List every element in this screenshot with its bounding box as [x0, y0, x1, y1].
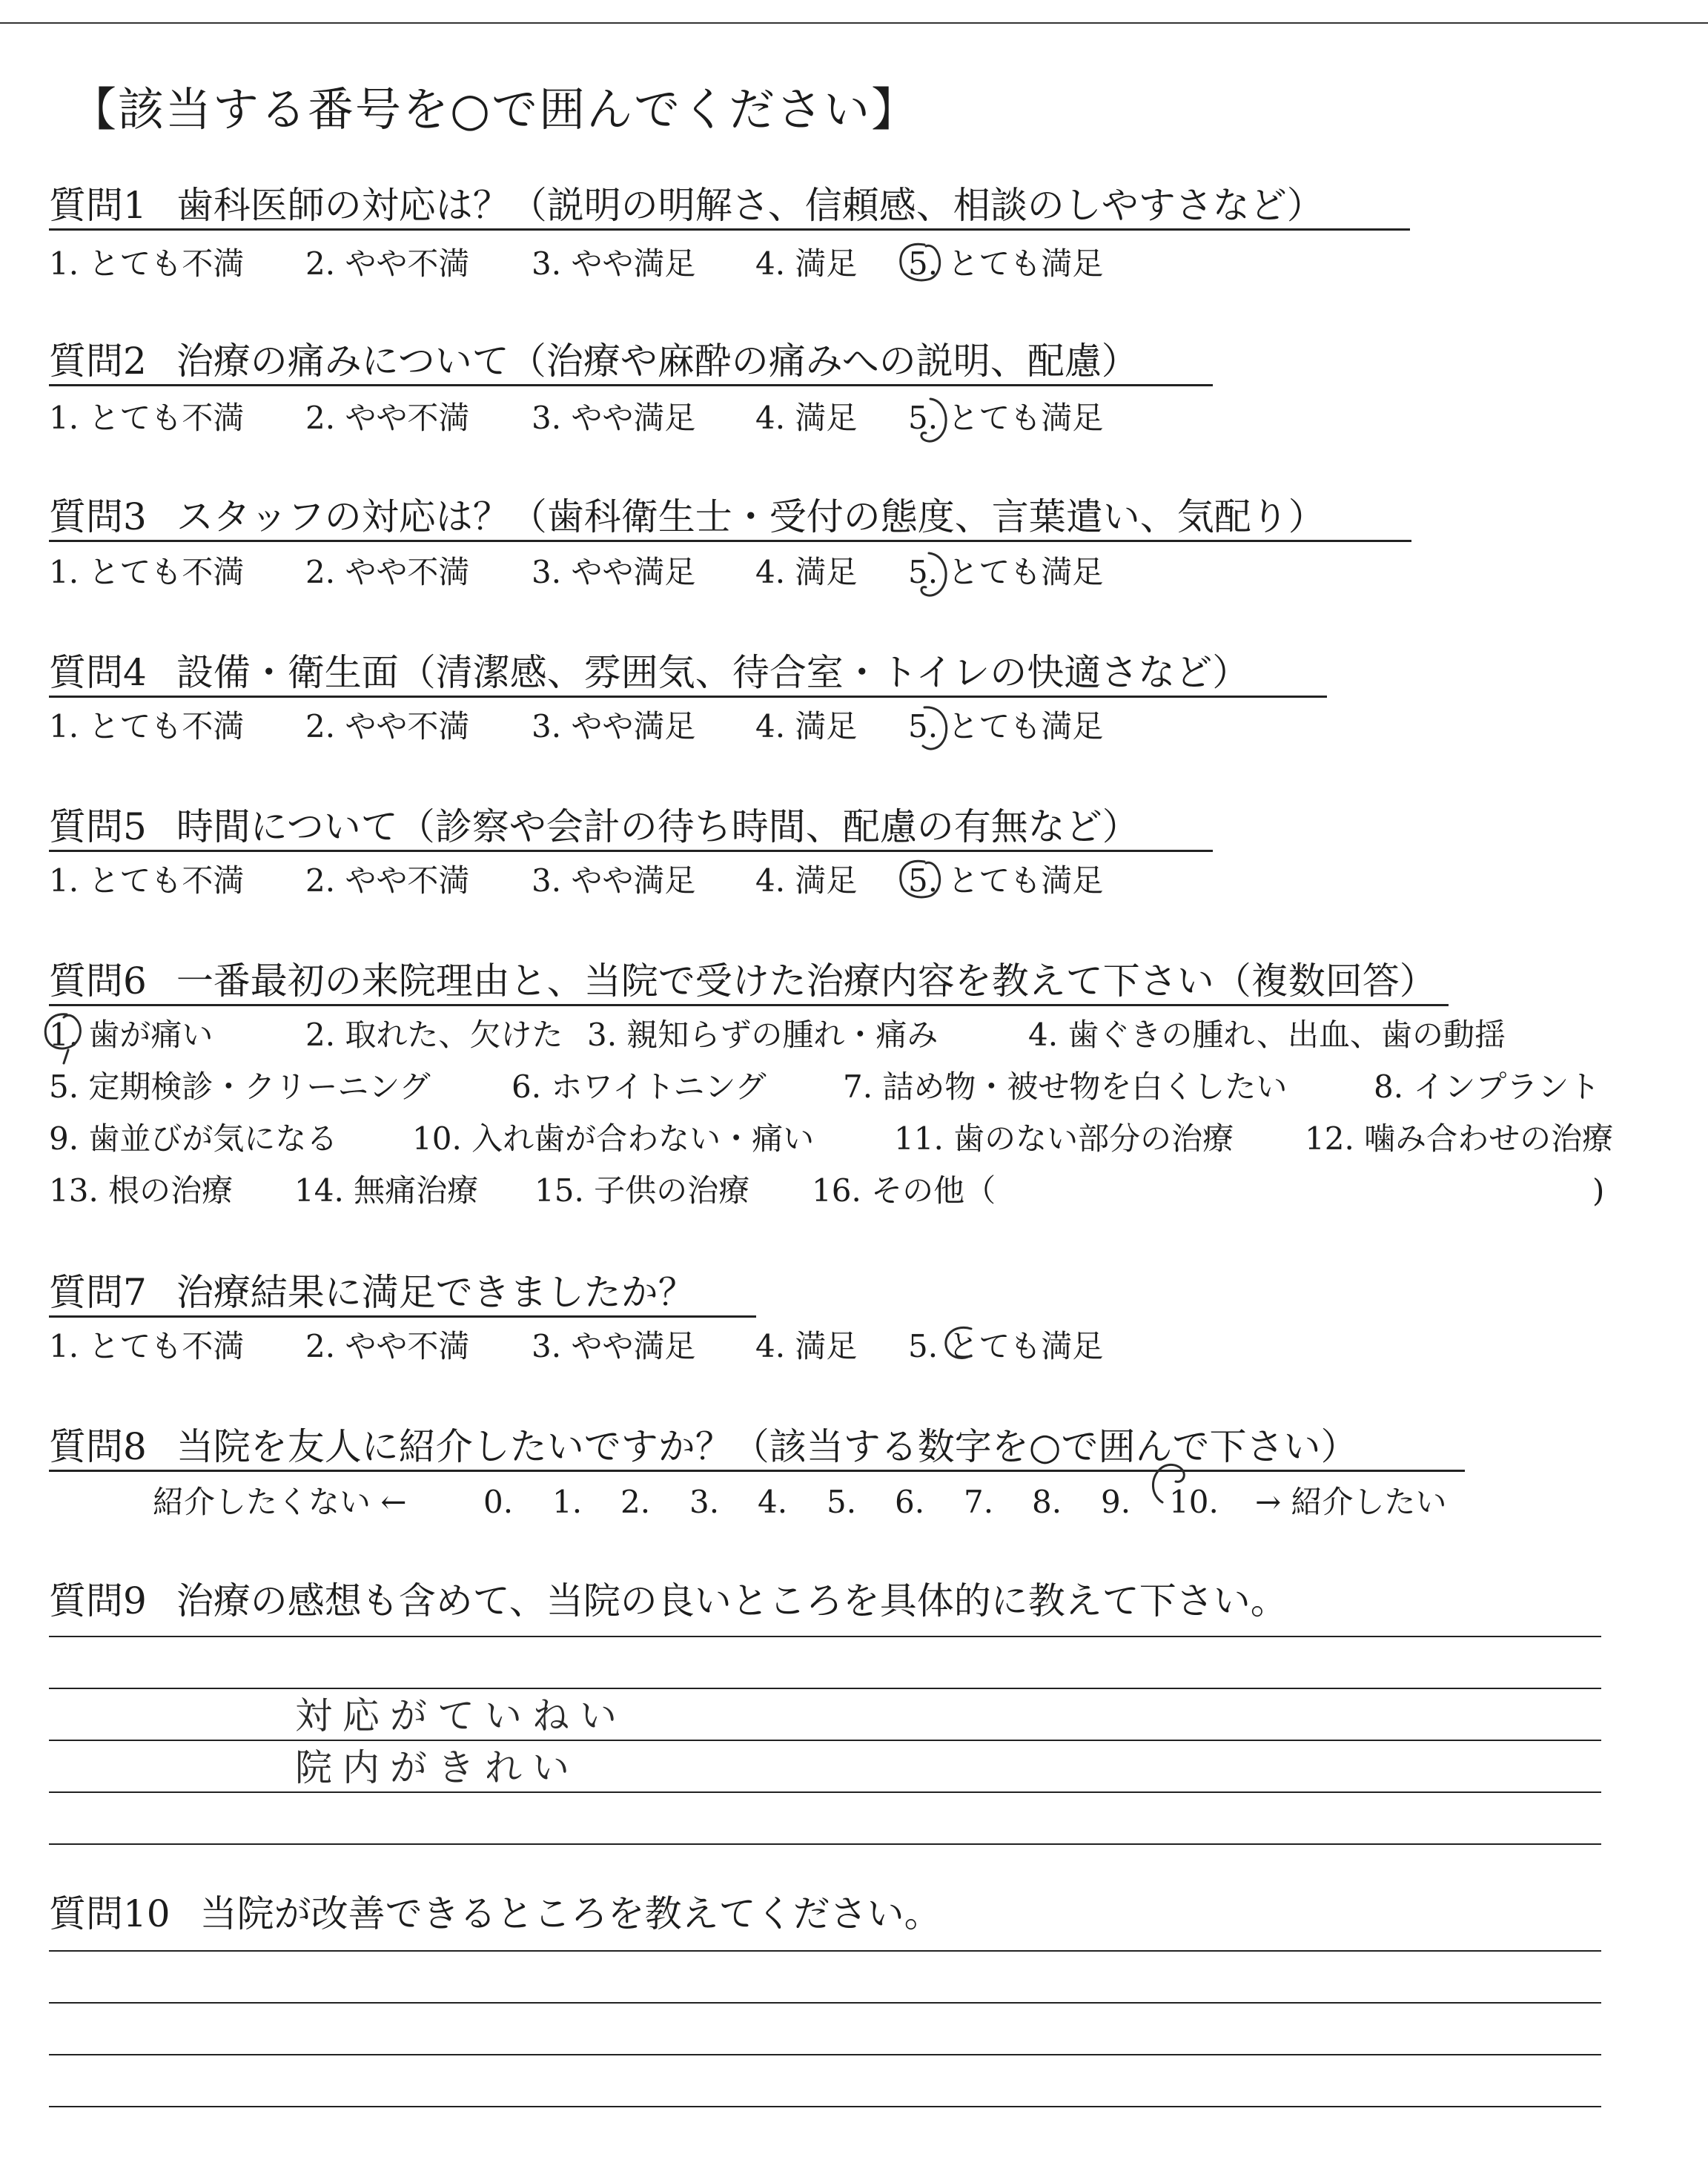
- q6-option-13[interactable]: 13. 根の治療: [49, 1172, 234, 1209]
- q3-option-2[interactable]: 2. やや不満: [305, 554, 470, 590]
- question-5-title: [49, 804, 1139, 850]
- q8-scale-8[interactable]: 8.: [1032, 1484, 1062, 1520]
- question-8-label: 質問8: [49, 1425, 147, 1468]
- q6-option-10[interactable]: 10. 入れ歯が合わない・痛い: [412, 1120, 815, 1157]
- question-4-underline: [49, 696, 1327, 698]
- question-5-label: 質問5: [49, 805, 147, 848]
- question-9-text: 治療の感想も含めて、当院の良いところを具体的に教えて下さい。: [176, 1579, 1288, 1622]
- question-6-label: 質問6: [49, 960, 147, 1003]
- q9-handwritten-answer-2: 院内がきれい: [295, 1746, 580, 1789]
- question-1-underline: [49, 228, 1410, 231]
- q4-option-1[interactable]: 1. とても不満: [49, 708, 245, 744]
- q8-scale-9[interactable]: 9.: [1101, 1484, 1131, 1520]
- question-10-label: 質問10: [49, 1892, 171, 1935]
- q9-handwritten-answer-1: 対応がていねい: [295, 1694, 627, 1737]
- q9-answer-line-3: [49, 1740, 1601, 1741]
- q4-option-3[interactable]: 3. やや満足: [532, 708, 696, 744]
- q8-scale-0[interactable]: 0.: [483, 1484, 514, 1520]
- q1-option-4[interactable]: 4. 満足: [755, 245, 858, 282]
- q9-answer-line-5: [49, 1843, 1601, 1845]
- q9-answer-line-1: [49, 1636, 1601, 1637]
- q8-scale-2[interactable]: 2.: [620, 1484, 651, 1520]
- q5-option-3[interactable]: 3. やや満足: [532, 862, 696, 899]
- question-2-title: [49, 338, 1139, 384]
- q5-option-5[interactable]: 5. とても満足: [908, 862, 1104, 899]
- q2-option-1[interactable]: 1. とても不満: [49, 400, 245, 436]
- q6-option-6[interactable]: 6. ホワイトニング: [512, 1069, 767, 1105]
- q9-answer-line-2: [49, 1688, 1601, 1689]
- q1-option-5[interactable]: 5. とても満足: [908, 245, 1104, 282]
- question-8-text: 当院を友人に紹介したいですか？（該当する数字を○で囲んで下さい）: [176, 1425, 1358, 1468]
- q6-option-3[interactable]: 3. 親知らずの腫れ・痛み: [587, 1017, 939, 1053]
- q10-answer-line-3: [49, 2054, 1601, 2055]
- q5-option-4[interactable]: 4. 満足: [755, 862, 858, 899]
- q8-scale-right-label: → 紹介したい: [1255, 1484, 1447, 1520]
- question-2-text: 治療の痛みについて（治療や麻酔の痛みへの説明、配慮）: [176, 340, 1139, 383]
- q10-answer-line-4: [49, 2106, 1601, 2107]
- q8-scale-4[interactable]: 4.: [758, 1484, 788, 1520]
- question-1-title: [49, 182, 1324, 228]
- question-6-text: 一番最初の来院理由と、当院で受けた治療内容を教えて下さい（複数回答）: [176, 960, 1437, 1003]
- q5-option-1[interactable]: 1. とても不満: [49, 862, 245, 899]
- question-3-label: 質問3: [49, 495, 147, 538]
- q6-option-15[interactable]: 15. 子供の治療: [534, 1172, 750, 1209]
- q2-option-5[interactable]: 5. とても満足: [908, 400, 1104, 436]
- q4-option-5[interactable]: 5. とても満足: [908, 708, 1104, 744]
- q6-option-1[interactable]: 1. 歯が痛い: [49, 1017, 214, 1053]
- question-4-title: [49, 650, 1249, 696]
- question-7-title: [49, 1269, 695, 1315]
- question-7-label: 質問7: [49, 1271, 147, 1314]
- question-4-label: 質問4: [49, 651, 147, 694]
- q6-option-9[interactable]: 9. 歯並びが気になる: [49, 1120, 338, 1157]
- q6-option-16[interactable]: 16. その他（: [812, 1172, 996, 1209]
- question-6-underline: [49, 1004, 1449, 1006]
- question-8-title: [49, 1424, 1357, 1470]
- q6-option-12[interactable]: 12. 噛み合わせの治療: [1305, 1120, 1614, 1157]
- question-9-label: 質問9: [49, 1579, 147, 1622]
- q10-answer-line-1: [49, 1950, 1601, 1952]
- q6-option-14[interactable]: 14. 無痛治療: [294, 1172, 479, 1209]
- q4-option-4[interactable]: 4. 満足: [755, 708, 858, 744]
- question-3-text: スタッフの対応は？（歯科衛生士・受付の態度、言葉遣い、気配り）: [176, 495, 1325, 538]
- question-5-text: 時間について（診察や会計の待ち時間、配慮の有無など）: [176, 805, 1139, 848]
- q1-option-3[interactable]: 3. やや満足: [532, 245, 696, 282]
- q3-option-5[interactable]: 5. とても満足: [908, 554, 1104, 590]
- q6-option-7[interactable]: 7. 詰め物・被せ物を白くしたい: [843, 1069, 1288, 1105]
- q6-option-16-close: ): [1592, 1172, 1605, 1209]
- q8-scale-7[interactable]: 7.: [964, 1484, 994, 1520]
- q1-option-2[interactable]: 2. やや不満: [305, 245, 470, 282]
- q3-option-3[interactable]: 3. やや満足: [532, 554, 696, 590]
- q9-answer-line-4: [49, 1791, 1601, 1793]
- q7-option-3[interactable]: 3. やや満足: [532, 1328, 696, 1364]
- question-7-underline: [49, 1315, 756, 1318]
- q7-option-4[interactable]: 4. 満足: [755, 1328, 858, 1364]
- q7-option-2[interactable]: 2. やや不満: [305, 1328, 470, 1364]
- q8-scale-5[interactable]: 5.: [827, 1484, 857, 1520]
- q6-option-4[interactable]: 4. 歯ぐきの腫れ、出血、歯の動揺: [1028, 1017, 1506, 1053]
- question-10-text: 当院が改善できるところを教えてください。: [199, 1892, 941, 1935]
- q8-scale-10[interactable]: 10.: [1169, 1484, 1219, 1520]
- question-3-underline: [49, 540, 1411, 542]
- q7-option-1[interactable]: 1. とても不満: [49, 1328, 245, 1364]
- q8-scale-1[interactable]: 1.: [552, 1484, 583, 1520]
- q8-scale-left-label: 紹介したくない ←: [153, 1484, 407, 1520]
- question-5-underline: [49, 850, 1213, 852]
- question-9-title: [49, 1578, 1288, 1624]
- q2-option-4[interactable]: 4. 満足: [755, 400, 858, 436]
- q1-option-1[interactable]: 1. とても不満: [49, 245, 245, 282]
- question-1-label: 質問1: [49, 184, 147, 227]
- q6-option-8[interactable]: 8. インプラント: [1374, 1069, 1601, 1105]
- q5-option-2[interactable]: 2. やや不満: [305, 862, 470, 899]
- question-1-text: 歯科医師の対応は？（説明の明解さ、信頼感、相談のしやすさなど）: [176, 184, 1324, 227]
- q2-option-2[interactable]: 2. やや不満: [305, 400, 470, 436]
- page-top-border: [0, 22, 1708, 24]
- page-title: 【該当する番号を○で囲んでください】: [70, 82, 919, 136]
- question-3-title: [49, 494, 1325, 540]
- q8-scale-3[interactable]: 3.: [689, 1484, 720, 1520]
- question-6-title: [49, 958, 1437, 1004]
- question-4-text: 設備・衛生面（清潔感、雰囲気、待合室・トイレの快適さなど）: [176, 651, 1250, 694]
- question-10-title: [49, 1891, 941, 1937]
- q6-option-5[interactable]: 5. 定期検診・クリーニング: [49, 1069, 431, 1105]
- q10-answer-line-2: [49, 2002, 1601, 2004]
- question-2-label: 質問2: [49, 340, 147, 383]
- question-2-underline: [49, 384, 1213, 386]
- q6-option-11[interactable]: 11. 歯のない部分の治療: [894, 1120, 1234, 1157]
- q4-option-2[interactable]: 2. やや不満: [305, 708, 470, 744]
- question-8-underline: [49, 1470, 1465, 1472]
- q3-option-1[interactable]: 1. とても不満: [49, 554, 245, 590]
- question-7-text: 治療結果に満足できましたか？: [176, 1271, 695, 1314]
- q7-option-5[interactable]: 5. とても満足: [908, 1328, 1104, 1364]
- q2-option-3[interactable]: 3. やや満足: [532, 400, 696, 436]
- q8-scale-6[interactable]: 6.: [895, 1484, 925, 1520]
- q3-option-4[interactable]: 4. 満足: [755, 554, 858, 590]
- q6-option-2[interactable]: 2. 取れた、欠けた: [305, 1017, 563, 1053]
